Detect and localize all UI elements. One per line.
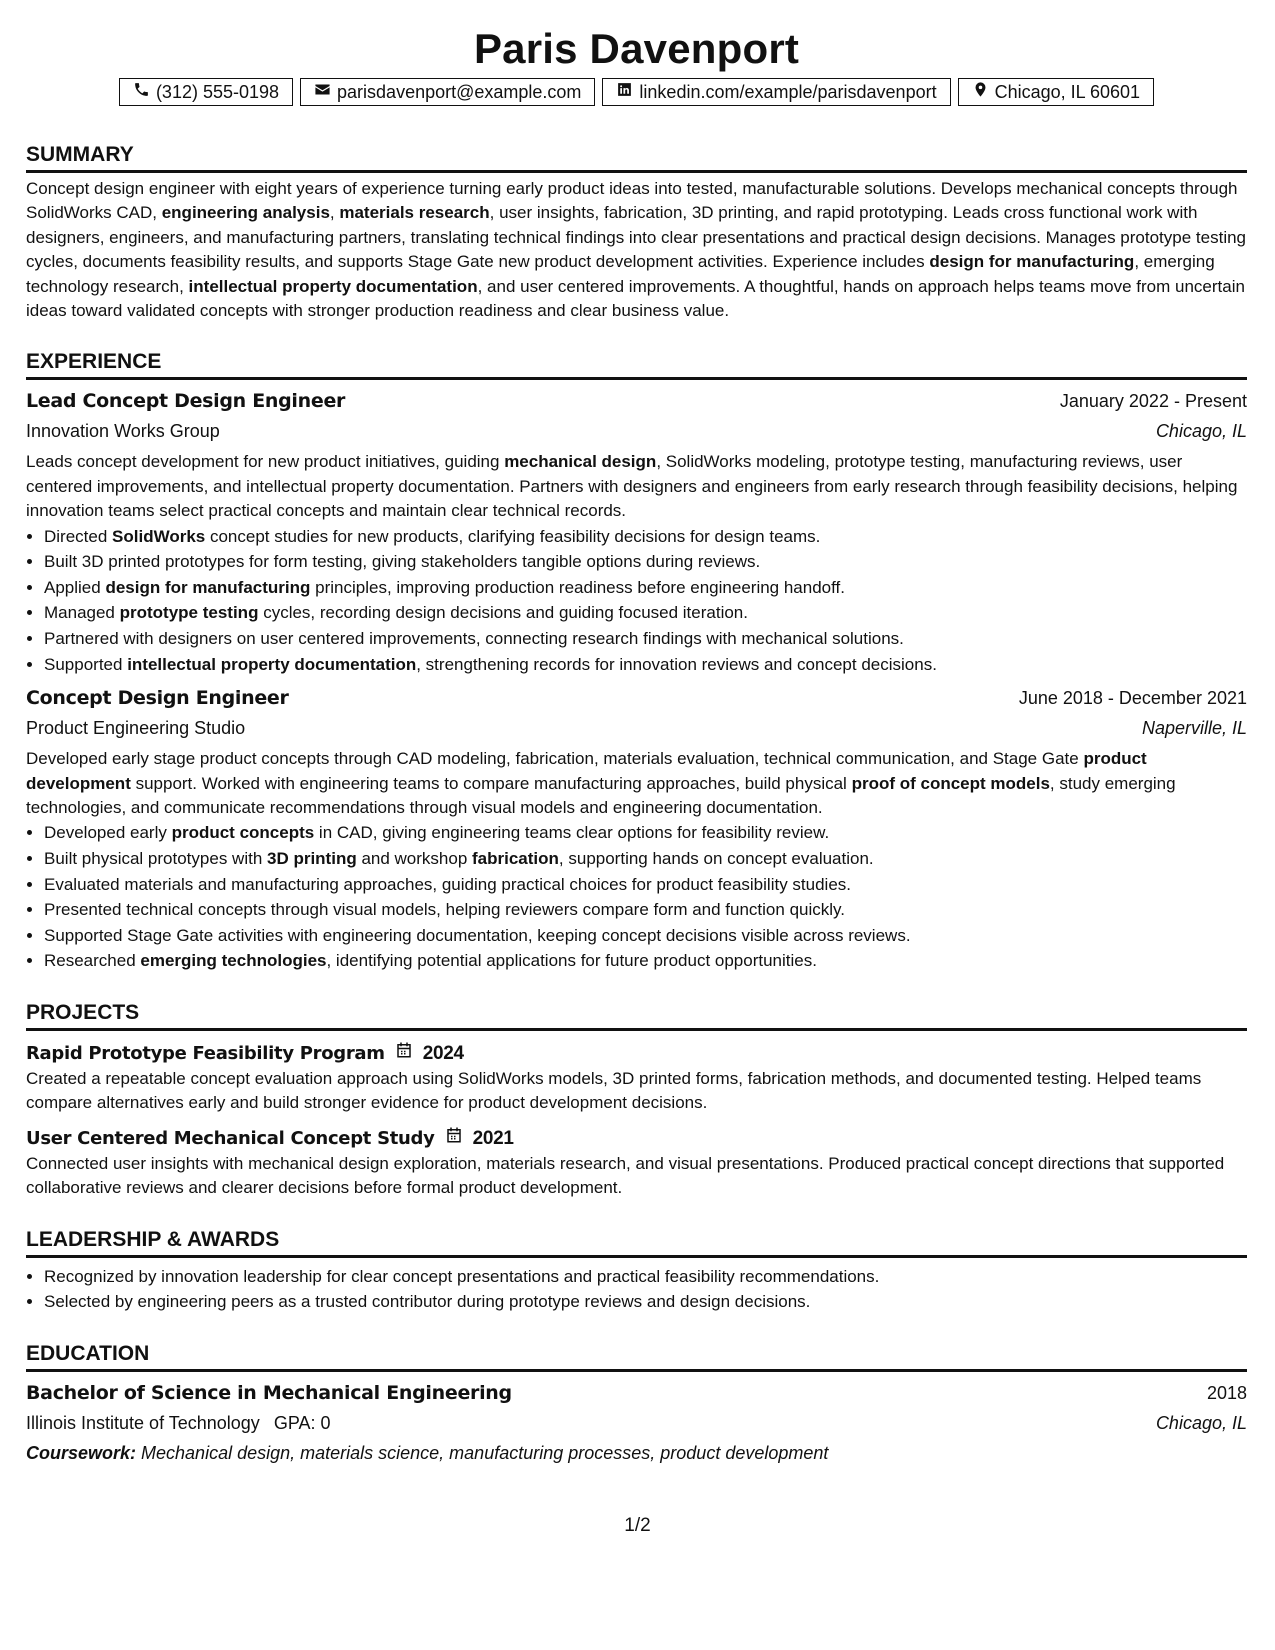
degree: Bachelor of Science in Mechanical Engineering <box>26 1381 512 1404</box>
leadership-bullets <box>26 1264 1247 1315</box>
envelope-icon <box>314 81 331 103</box>
list-item: • Evaluated materials and manufacturing approaches, guiding practical choices for product feasibility studies. <box>44 872 1247 898</box>
project-description: Created a repeatable concept evaluation approach using SolidWorks models, 3D printed forms, fabrication methods, and documented testing. Helped teams compare alternatives early and build stronger evidence for product development decisions. <box>26 1069 1202 1113</box>
job-description: Developed early stage product concepts through CAD modeling, fabrication, materials evaluation, technical communication, and Stage Gate product development support. Worked with engineering teams to compare manufacturing approaches, build physical proof of concept models, study emerging technologies, and communicate recommendations through visual models and engineering documentation. <box>26 749 1176 818</box>
summary-section <box>26 142 1247 323</box>
job-dates: June 2018 - December 2021 <box>1018 688 1247 709</box>
list-item: • Supported Stage Gate activities with engineering documentation, keeping concept decisions visible across reviews. <box>44 923 1247 949</box>
contact-location-text: Chicago, IL 60601 <box>994 81 1141 102</box>
page-number: 1/2 <box>624 1515 651 1536</box>
job-location: Chicago, IL <box>1155 421 1247 442</box>
list-item: • Selected by engineering peers as a trusted contributor during prototype reviews and design decisions. <box>44 1289 1247 1315</box>
contact-email[interactable] <box>300 78 595 106</box>
summary-heading: SUMMARY <box>26 142 1247 173</box>
coursework-label: Coursework: <box>26 1442 137 1463</box>
candidate-name: Paris Davenport <box>473 25 800 72</box>
job-dates: January 2022 - Present <box>1059 391 1247 412</box>
contact-bar <box>26 78 1247 106</box>
education-section <box>26 1341 1247 1468</box>
list-item: • Recognized by innovation leadership for clear concept presentations and practical feasibility recommendations. <box>44 1264 1247 1290</box>
project-entry <box>26 1126 1247 1201</box>
resume-page <box>26 0 1247 1468</box>
coursework-list: Mechanical design, materials science, manufacturing processes, product development <box>136 1442 829 1463</box>
experience-heading: EXPERIENCE <box>26 349 1247 380</box>
calendar-icon <box>395 1041 413 1067</box>
job-bullets <box>26 524 1247 678</box>
list-item: • Presented technical concepts through visual models, helping reviewers compare form and function quickly. <box>44 897 1247 923</box>
list-item: • Researched emerging technologies, identifying potential applications for future product opportunities. <box>44 948 1247 974</box>
project-year: 2024 <box>422 1043 464 1064</box>
coursework <box>26 1438 1247 1468</box>
list-item: • Managed prototype testing cycles, recording design decisions and guiding focused iteration. <box>44 600 1247 626</box>
contact-email-text: parisdavenport@example.com <box>337 81 582 102</box>
location-pin-icon <box>972 81 989 103</box>
list-item: • Supported intellectual property documentation, strengthening records for innovation reviews and concept decisions. <box>44 652 1247 678</box>
summary-text: Concept design engineer with eight years of experience turning early product ideas into tested, manufacturable solutions. Develops mechanical concepts through SolidWorks CAD, engineering analysis, materials research, user insights, fabrication, 3D printing, and rapid prototyping. Leads cross functional work with designers, engineers, and manufacturing partners, translating technical findings into clear presentations and practical design decisions. Manages prototype testing cycles, documents feasibility results, and supports Stage Gate new product development activities. Experience includes design for manufacturing, emerging technology research, intellectual property documentation, and user centered improvements. A thoughtful, hands on approach helps teams move from uncertain ideas toward validated concepts with stronger production readiness and clear business value. <box>26 179 1246 321</box>
linkedin-icon <box>616 81 633 103</box>
job-title: Concept Design Engineer <box>26 687 289 710</box>
contact-phone[interactable] <box>119 78 293 106</box>
project-name: User Centered Mechanical Concept Study <box>26 1127 435 1149</box>
leadership-heading: LEADERSHIP & AWARDS <box>26 1227 1247 1258</box>
education-heading: EDUCATION <box>26 1341 1247 1372</box>
list-item: • Built 3D printed prototypes for form testing, giving stakeholders tangible options during reviews. <box>44 549 1247 575</box>
job-title: Lead Concept Design Engineer <box>26 390 346 413</box>
list-item: • Applied design for manufacturing principles, improving production readiness before engineering handoff. <box>44 575 1247 601</box>
job-company: Product Engineering Studio <box>26 718 246 739</box>
leadership-section <box>26 1227 1247 1315</box>
school-name: Illinois Institute of Technology <box>26 1412 260 1433</box>
projects-section <box>26 1000 1247 1201</box>
project-name: Rapid Prototype Feasibility Program <box>26 1043 385 1064</box>
list-item: • Built physical prototypes with 3D printing and workshop fabrication, supporting hands on concept evaluation. <box>44 846 1247 872</box>
project-year: 2021 <box>472 1127 514 1149</box>
job-entry <box>26 386 1247 677</box>
list-item: • Directed SolidWorks concept studies for new products, clarifying feasibility decisions for design teams. <box>44 524 1247 550</box>
job-entry <box>26 683 1247 974</box>
contact-linkedin[interactable] <box>602 78 950 106</box>
contact-location <box>958 78 1154 106</box>
experience-section <box>26 349 1247 974</box>
graduation-year: 2018 <box>1206 1382 1247 1403</box>
project-entry <box>26 1041 1247 1116</box>
job-description: Leads concept development for new product initiatives, guiding mechanical design, SolidWorks modeling, prototype testing, manufacturing reviews, user centered improvements, and intellectual property documentation. Partners with designers and engineers from early research through feasibility decisions, helping innovation teams select practical concepts and maintain clear technical records. <box>26 452 1238 521</box>
phone-icon <box>133 81 150 103</box>
job-company: Innovation Works Group <box>26 421 220 442</box>
calendar-icon <box>445 1126 463 1152</box>
contact-phone-text: (312) 555-0198 <box>155 81 280 102</box>
job-location: Naperville, IL <box>1141 718 1247 739</box>
job-bullets <box>26 820 1247 974</box>
list-item: • Partnered with designers on user centered improvements, connecting research findings with mechanical solutions. <box>44 626 1247 652</box>
contact-linkedin-text: linkedin.com/example/parisdavenport <box>639 81 937 102</box>
list-item: • Developed early product concepts in CAD, giving engineering teams clear options for feasibility review. <box>44 820 1247 846</box>
school-location: Chicago, IL <box>1155 1412 1247 1433</box>
project-description: Connected user insights with mechanical design exploration, materials research, and visual presentations. Produced practical concept directions that supported collaborative reviews and clearer decisions before formal product development. <box>26 1153 1225 1198</box>
projects-heading: PROJECTS <box>26 1000 1247 1031</box>
gpa: GPA: 0 <box>273 1412 331 1433</box>
